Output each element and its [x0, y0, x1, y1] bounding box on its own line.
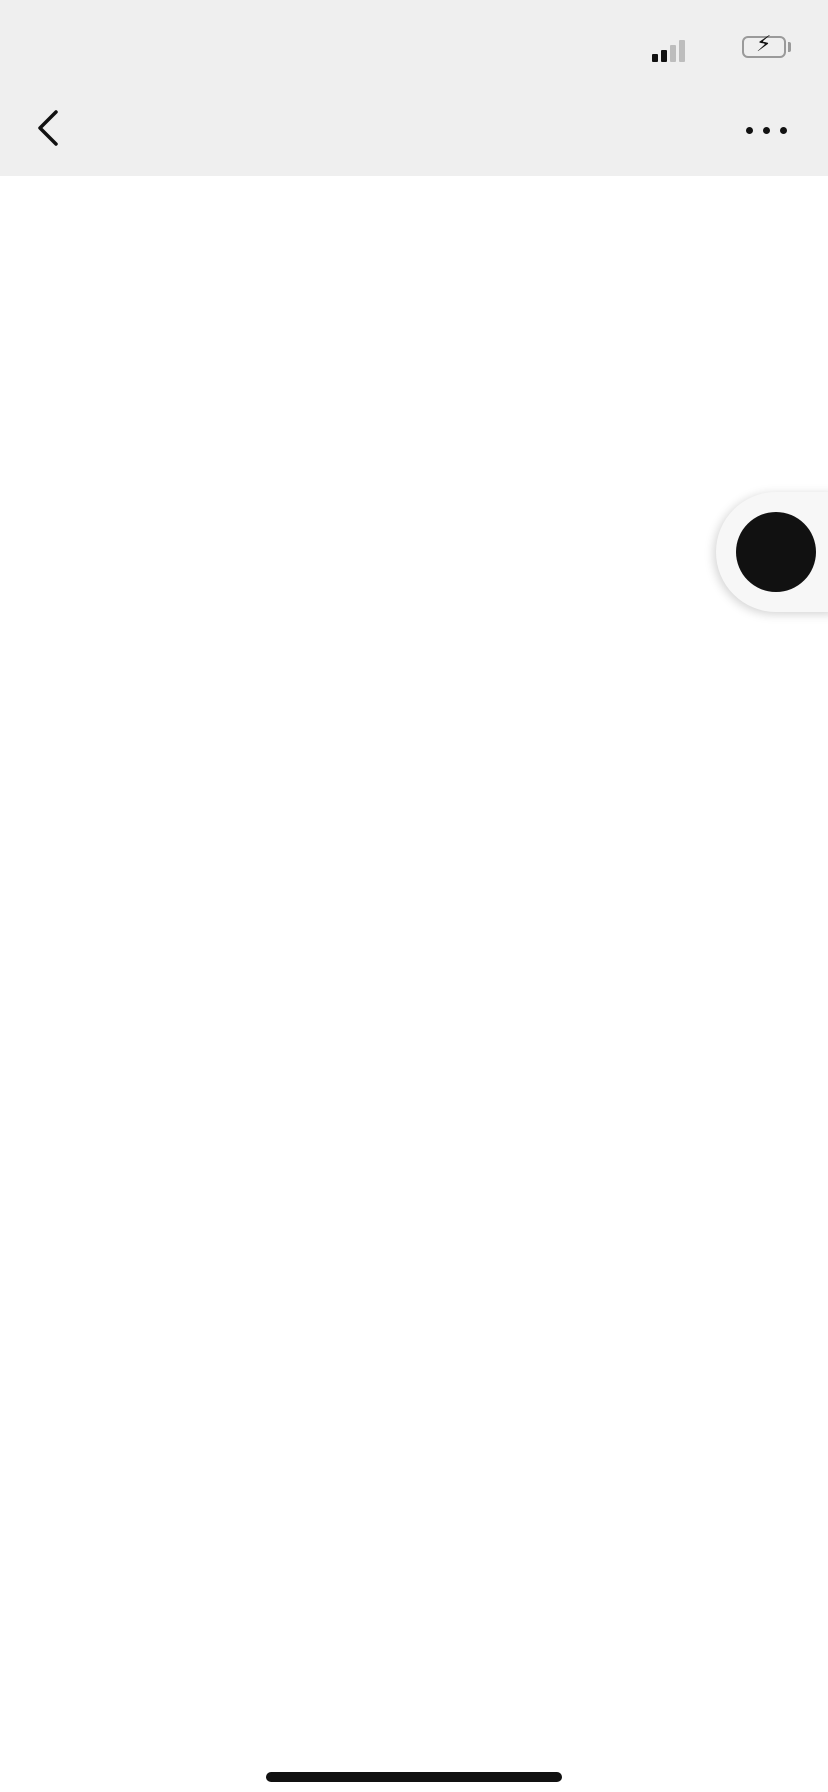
floating-button-badge — [736, 512, 816, 592]
back-chevron-icon[interactable] — [34, 108, 62, 148]
floating-assistant-button[interactable] — [716, 492, 828, 612]
home-indicator — [266, 1772, 562, 1782]
top-bar — [0, 0, 828, 176]
document-view[interactable] — [0, 176, 828, 1792]
cellular-signal-icon — [652, 38, 692, 62]
battery-cap — [788, 42, 791, 52]
more-options-icon[interactable] — [742, 118, 794, 142]
document-title — [100, 104, 720, 154]
charging-icon: ⚡ — [756, 32, 772, 57]
